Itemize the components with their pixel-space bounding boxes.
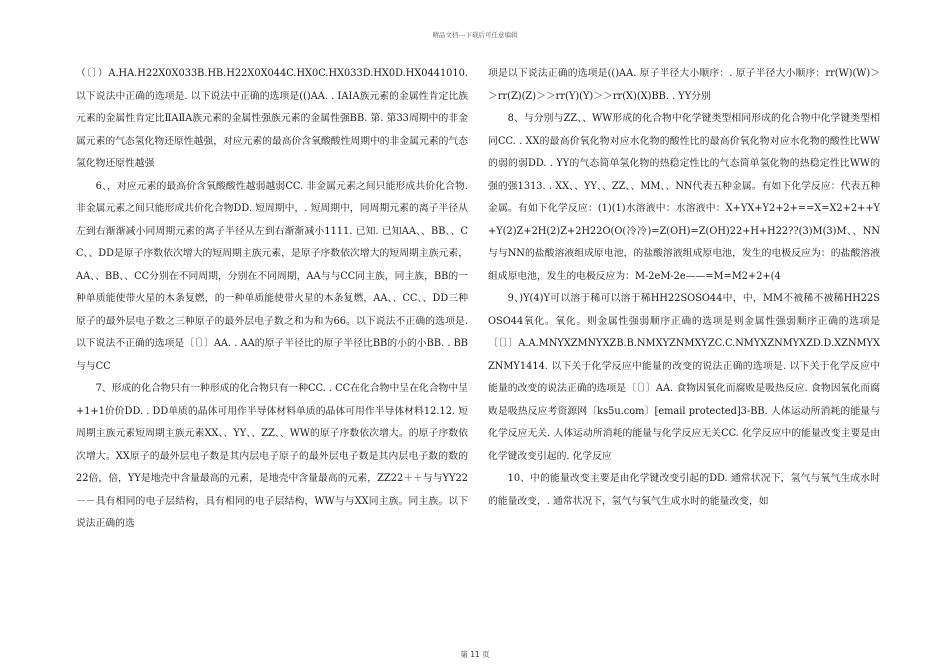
paragraph: （〔〕）A.HA.H22X0X033B.HB.H22X0X044C.HX0C.HX033D.HX0D.HX0441010. 以下说法中正确的选项是. 以下说法中正确的选项是(()AA. . ⅠAⅠA族元素的金属性肯定比族元素的金属性肯定比ⅡAⅡA族元素的金属性强族元素的金属性强BB. 第. 第33周期中的非金属元素的气态氢化物还原性越强，对应元素的最高价含氧酸酸性周期中的非金属元素的气态氢化物还原性越强 — [76, 68, 468, 169]
paragraph: 6、，对应元素的最高价含氧酸酸性越弱越弱CC. 非金属元素之间只能形成共价化合物. 非金属元素之间只能形成共价化合物DD. 短周期中，. 短周期中，同周期元素的离子半径从左到右渐渐减小同周期元素的离子半径从左到右渐渐减小1111. 已知. 已知AA、、BB、、CC、、DD是原子序数依次增大的短周期主族元素，是原子序数依次增大的短周期主族元素，AA、、BB、、CC分别在不同周期，分别在不同周期，AA与与CC同主族，同主族，BB的一种单质能使带火星的木条复燃，的一种单质能使带火星的木条复燃，AA、、CC、、DD三种原子的最外层电子数之三种原子的最外层电子数之和为和为66。以下说法不正确的选项是. 以下说法不正确的选项是〔〔〕〕AA. . AA的原子半径比的原子半径比BB的小的小BB. . BB与与CC — [76, 180, 468, 372]
right-column — [488, 63, 880, 513]
paragraph: 7、形成的化合物只有一种形成的化合物只有一种CC. . CC在化合物中呈在化合物中呈+1+1价价DD. . DD单质的晶体可用作半导体材料单质的晶体可用作半导体材料12.12. 短周期主族元素短周期主族元素XX、、YY、、ZZ、、WW的原子序数依次增大。的原子序数依次增大。XX原子的最外层电子数是其内层电子原子的最外层电子数是其内层电子数的数的22倍，倍，YY是地壳中含量最高的元素，是地壳中含量最高的元素，ZZ22＋＋与与YY22－－具有相同的电子层结构，具有相同的电子层结构，WW与与XX同主族。同主族。以下说法正确的选 — [76, 383, 468, 529]
paragraph: 8、与分别与ZZ、、WW形成的化合物中化学键类型相同形成的化合物中化学键类型相同CC. . XX的最高价氧化物对应水化物的酸性比的最高价氧化物对应水化物的酸性比WW的弱的弱DD. . YY的气态简单氢化物的热稳定性比的气态简单氢化物的热稳定性比WW的强的强1313. . XX、、YY、、ZZ、、MM、、NN代表五种金属。有如下化学反应：代表五种金属。有如下化学反应：(1)(1)水溶液中：水溶液中：X+YX+Y2+2+==X=X2+2++Y+Y(2)Z+2H(2)Z+2H22O(O(冷冷)=Z(OH)=Z(OH)22+H+H22??(3)M(3)M、、NN与与NN的盐酸溶液组成原电池，的盐酸溶液组成原电池，发生的电极反应为：的盐酸溶液组成原电池，发生的电极反应为：M-2eM-2e——=M=M2+2+(4 — [488, 113, 880, 282]
paragraph: 项是以下说法正确的选项是(()AA. 原子半径大小顺序：. 原子半径大小顺序：rr(W)(W)＞＞rr(Z)(Z)＞＞rr(Y)(Y)＞＞rr(X)(X)BB. . YY分别 — [488, 68, 880, 102]
page-number: 第 11 页 — [460, 650, 490, 659]
paragraph: 9、)Y(4)Y可以溶于稀可以溶于稀HH22SOSO44中，中，MM不被稀不被稀HH22SOSO44氧化。氧化。则金属性强弱顺序正确的选项是则金属性强弱顺序正确的选项是〔〔〕〕A.A.MNYXZMNYXZB.B.NMXYZNMXYZC.C.NMYXZNMYXZD.D.XZNMYXZNMY1414. 以下关于化学反应中能量的改变的说法正确的选项是. 以下关于化学反应中能量的改变的说法正确的选项是〔〔〕〕AA. 食物因氧化而腐败是吸热反应. 食物因氧化而腐败是吸热反应考资源网〔ks5u.com〕[email protected]3-BB. 人体运动所消耗的能量与化学反应无关. 人体运动所消耗的能量与化学反应无关CC. 化学反应中的能量改变主要是由化学键改变引起的. 化学反应 — [488, 293, 880, 462]
paragraph: 10、中的能量改变主要是由化学键改变引起的DD. 通常状况下，氢气与氧气生成水时的能量改变，. 通常状况下，氢气与氧气生成水时的能量改变，如 — [488, 473, 880, 507]
page-header: 精品文档---下载后可任意编辑 — [432, 31, 518, 39]
left-column — [76, 63, 468, 536]
